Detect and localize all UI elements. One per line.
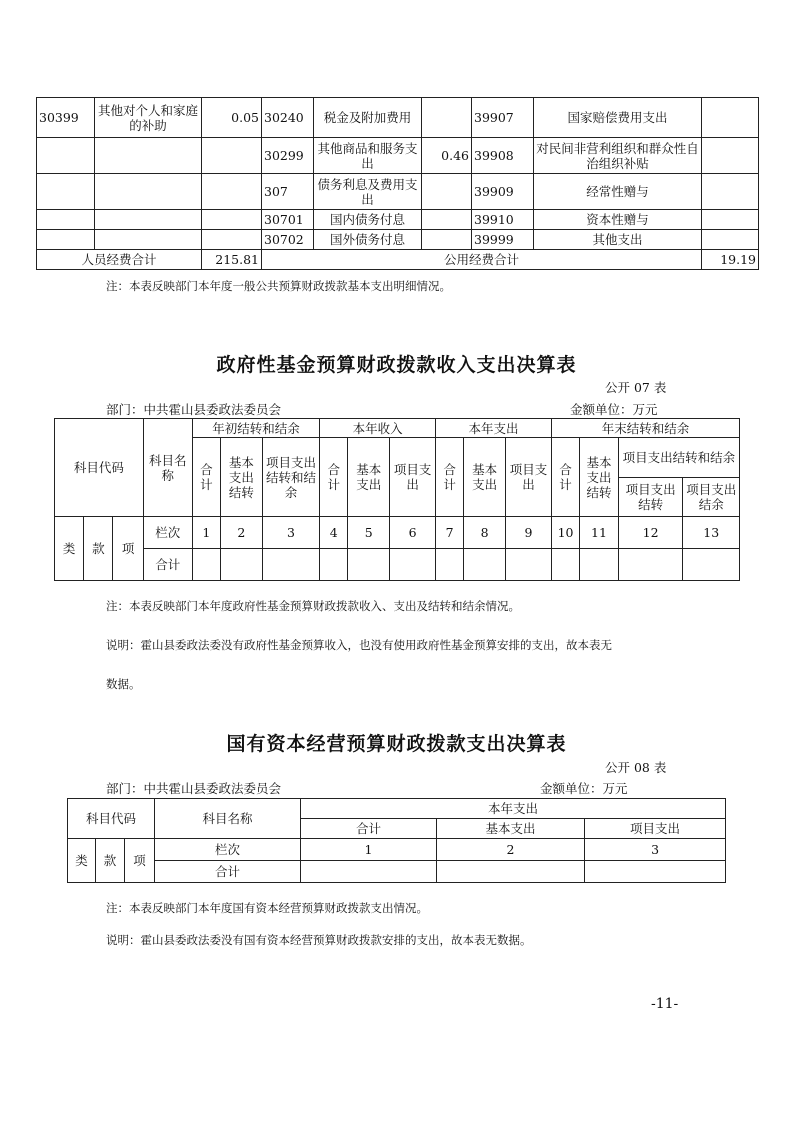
header-end-project-balance: 项目支出结余 [683, 478, 740, 517]
table-row [37, 98, 759, 138]
col-number: 13 [683, 517, 740, 549]
cell [37, 230, 95, 250]
header-end: 年末结转和结余 [551, 419, 739, 438]
col-number: 7 [436, 517, 464, 549]
table3-explain: 说明：霍山县委政法委没有国有资本经营预算财政拨款安排的支出，故本表无数据。 [106, 933, 532, 947]
cell [95, 174, 202, 210]
total-row [55, 549, 740, 581]
cell: 国外债务付息 [314, 230, 422, 250]
personnel-total-label: 人员经费合计 [37, 250, 202, 270]
cell: 39910 [472, 210, 534, 230]
table-row [37, 174, 759, 210]
cell [95, 210, 202, 230]
cell [702, 174, 759, 210]
cell [702, 98, 759, 138]
total-label: 合计 [143, 549, 192, 581]
col-number: 9 [506, 517, 552, 549]
column-label: 栏次 [155, 839, 301, 861]
col-number: 6 [390, 517, 436, 549]
table-row [37, 210, 759, 230]
cell: 其他对个人和家庭的补助 [95, 98, 202, 138]
header-name: 科目名称 [155, 799, 301, 839]
cell [422, 98, 472, 138]
cell: 0.05 [202, 98, 262, 138]
cell: 307 [262, 174, 314, 210]
cell: 0.46 [422, 138, 472, 174]
table2-explain-line2: 数据。 [106, 677, 141, 691]
header-basic: 基本支出 [464, 438, 506, 517]
table2-department: 部门：中共霍山县委政法委员会 [106, 402, 282, 417]
header-basic: 基本支出 [437, 819, 585, 839]
cell: 债务利息及费用支出 [314, 174, 422, 210]
cell: 资本性赠与 [534, 210, 702, 230]
totals-row [37, 250, 759, 270]
col-number: 10 [551, 517, 579, 549]
table3-unit: 金额单位：万元 [540, 781, 628, 796]
column-label: 栏次 [143, 517, 192, 549]
cell: 39908 [472, 138, 534, 174]
header-end-project-carry: 项目支出结转 [618, 478, 683, 517]
table-row [37, 138, 759, 174]
header-basic: 基本支出 [348, 438, 390, 517]
cell [202, 174, 262, 210]
cell [37, 174, 95, 210]
cell: 经常性赠与 [534, 174, 702, 210]
header-class: 类 [68, 839, 96, 883]
total-row [68, 861, 726, 883]
cell: 30299 [262, 138, 314, 174]
table2-explain-line1: 说明：霍山县委政法委没有政府性基金预算收入，也没有使用政府性基金预算安排的支出，故本表无 [106, 638, 612, 652]
table3-department: 部门：中共霍山县委政法委员会 [106, 781, 282, 796]
cell [37, 138, 95, 174]
header-end-project: 项目支出结转和结余 [618, 438, 739, 478]
cell [95, 138, 202, 174]
cell [422, 174, 472, 210]
col-number: 1 [192, 517, 220, 549]
header-project: 项目支出 [585, 819, 726, 839]
col-number: 4 [320, 517, 348, 549]
header-class: 类 [55, 517, 84, 581]
col-number: 2 [220, 517, 262, 549]
cell: 对民间非营利组织和群众性自治组织补贴 [534, 138, 702, 174]
cell [202, 138, 262, 174]
cell: 国家赔偿费用支出 [534, 98, 702, 138]
cell [422, 230, 472, 250]
header-section: 款 [84, 517, 113, 581]
table-row [37, 230, 759, 250]
col-number: 11 [580, 517, 619, 549]
basic-expense-detail-table [36, 97, 759, 270]
header-project: 项目支出 [506, 438, 552, 517]
cell: 税金及附加费用 [314, 98, 422, 138]
col-number: 3 [262, 517, 319, 549]
table3-note: 注：本表反映部门本年度国有资本经营预算财政拨款支出情况。 [106, 901, 428, 915]
cell: 30702 [262, 230, 314, 250]
personnel-total-value: 215.81 [202, 250, 262, 270]
col-number: 3 [585, 839, 726, 861]
table2-unit: 金额单位：万元 [570, 402, 658, 417]
cell: 其他商品和服务支出 [314, 138, 422, 174]
table1-note: 注：本表反映部门本年度一般公共预算财政拨款基本支出明细情况。 [106, 279, 451, 293]
cell [202, 210, 262, 230]
page-number: -11- [651, 996, 679, 1012]
header-begin: 年初结转和结余 [192, 419, 319, 438]
cell: 30240 [262, 98, 314, 138]
table3-form-no: 公开 08 表 [605, 760, 667, 775]
header-total: 合计 [320, 438, 348, 517]
header-section: 款 [96, 839, 125, 883]
public-total-value: 19.19 [702, 250, 759, 270]
cell [37, 210, 95, 230]
col-number: 5 [348, 517, 390, 549]
cell [702, 210, 759, 230]
header-project-carry: 项目支出结转和结余 [262, 438, 319, 517]
col-number: 1 [301, 839, 437, 861]
cell: 39909 [472, 174, 534, 210]
header-expense: 本年支出 [301, 799, 726, 819]
cell [95, 230, 202, 250]
cell [202, 230, 262, 250]
col-number: 2 [437, 839, 585, 861]
cell: 39907 [472, 98, 534, 138]
cell [702, 138, 759, 174]
cell: 国内债务付息 [314, 210, 422, 230]
table2-form-no: 公开 07 表 [605, 380, 667, 395]
public-total-label: 公用经费合计 [262, 250, 702, 270]
header-project: 项目支出 [390, 438, 436, 517]
cell: 39999 [472, 230, 534, 250]
cell: 30701 [262, 210, 314, 230]
header-income: 本年收入 [320, 419, 436, 438]
header-basic-carry: 基本支出结转 [220, 438, 262, 517]
cell: 30399 [37, 98, 95, 138]
cell: 其他支出 [534, 230, 702, 250]
header-code: 科目代码 [55, 419, 144, 517]
header-code: 科目代码 [68, 799, 155, 839]
header-expense: 本年支出 [436, 419, 552, 438]
header-total: 合计 [551, 438, 579, 517]
table2-title: 政府性基金预算财政拨款收入支出决算表 [216, 354, 577, 376]
table2-note: 注：本表反映部门本年度政府性基金预算财政拨款收入、支出及结转和结余情况。 [106, 599, 520, 613]
total-label: 合计 [155, 861, 301, 883]
header-item: 项 [125, 839, 155, 883]
col-number: 8 [464, 517, 506, 549]
header-total: 合计 [301, 819, 437, 839]
header-total: 合计 [192, 438, 220, 517]
header-basic-carry: 基本支出结转 [580, 438, 619, 517]
table3-title: 国有资本经营预算财政拨款支出决算表 [226, 733, 567, 755]
header-item: 项 [113, 517, 143, 581]
cell [422, 210, 472, 230]
header-total: 合计 [436, 438, 464, 517]
state-capital-table [67, 798, 726, 883]
col-number: 12 [618, 517, 683, 549]
header-name: 科目名称 [143, 419, 192, 517]
cell [702, 230, 759, 250]
gov-fund-table [54, 418, 740, 581]
